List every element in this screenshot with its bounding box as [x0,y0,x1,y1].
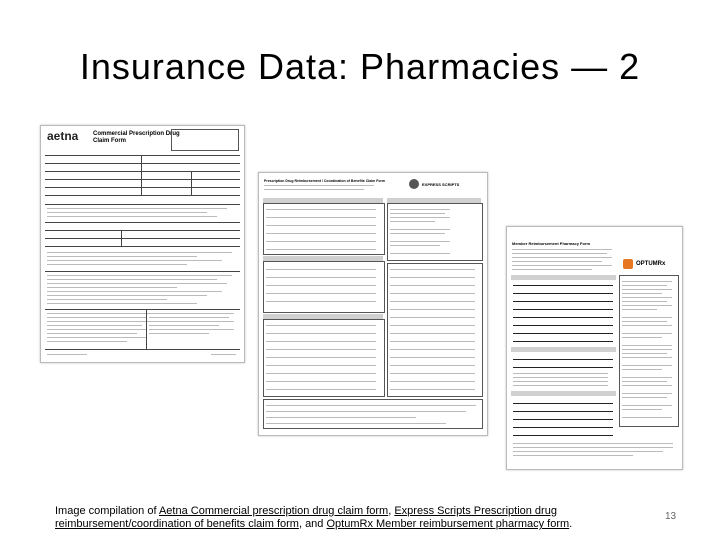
express-scripts-claim-form-image [258,172,488,436]
express-form-title: Prescription Drug Reimbursement / Coordination of Benefits Claim Form [264,179,385,183]
caption-suffix: . [569,518,573,530]
optum-form-title: Member Reimbursement Pharmacy Form [512,241,591,246]
slide-title: Insurance Data: Pharmacies — 2 [79,46,641,87]
express-scripts-form-link[interactable]: Express Scripts Prescription drug reimbursement/coordination of benefits claim form [55,505,557,530]
optum-logo-icon [623,259,633,269]
aetna-form-title-line1: Commercial Prescription Drug [93,131,180,137]
express-scripts-logo: EXPRESS SCRIPTS [422,182,460,187]
aetna-claim-form-image [40,125,245,363]
image-caption [55,505,655,531]
page-number: 13 [665,511,677,522]
aetna-header-box [171,129,239,151]
caption-prefix: Image compilation of [55,505,159,517]
aetna-form-title-line2: Claim Form [93,138,127,144]
caption-separator: , [388,505,395,517]
optum-logo: OPTUMRx [636,261,666,267]
optumrx-claim-form-image [506,226,683,470]
caption-separator: , and [298,518,327,530]
aetna-form-link[interactable]: Aetna Commercial prescription drug claim form [158,505,389,517]
optumrx-form-link[interactable]: OptumRx Member reimbursement pharmacy form [326,518,570,530]
express-scripts-logo-icon [409,179,419,189]
aetna-logo: aetna [47,129,79,143]
